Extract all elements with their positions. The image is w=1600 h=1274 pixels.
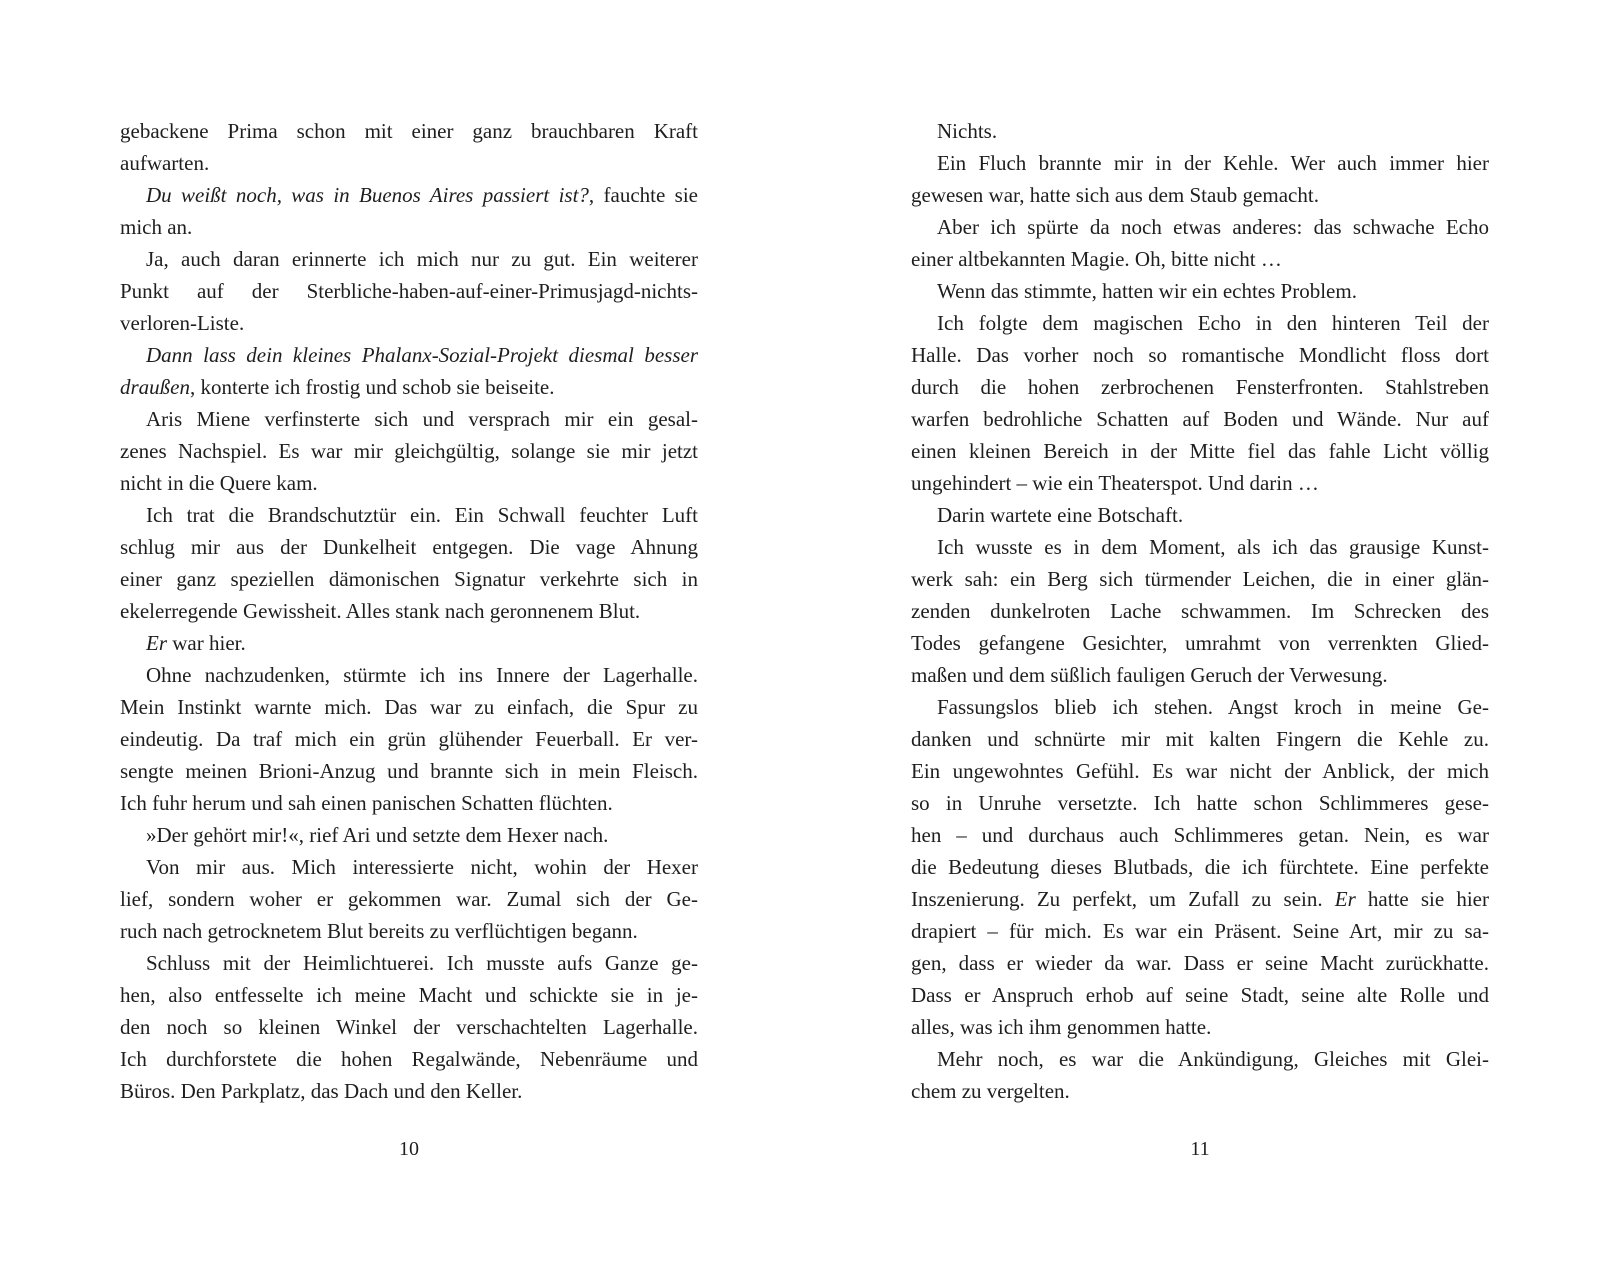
text-line <box>120 307 698 339</box>
text-run: ruch nach getrocknetem Blut bereits zu verflüchtigen begann. <box>120 919 638 943</box>
text-run: Ich trat die Brandschutztür ein. Ein Schwall feuchter Luft <box>146 503 698 527</box>
text-run: Ein ungewohntes Gefühl. Es war nicht der Anblick, der mich <box>911 759 1489 783</box>
text-run: gebackene Prima schon mit einer ganz brauchbaren Kraft <box>120 119 698 143</box>
text-line <box>120 787 698 819</box>
text-run: , konterte ich frostig und schob sie beiseite. <box>190 375 555 399</box>
text-run: maßen und dem süßlich fauligen Geruch der Verwesung. <box>911 663 1388 687</box>
text-run: verloren-Liste. <box>120 311 245 335</box>
text-line <box>120 755 698 787</box>
text-line <box>911 819 1489 851</box>
text-line <box>911 435 1489 467</box>
text-line <box>911 723 1489 755</box>
text-run: einen kleinen Bereich in der Mitte fiel das fahle Licht völlig <box>911 439 1489 463</box>
text-line <box>120 659 698 691</box>
text-line <box>120 147 698 179</box>
text-line <box>120 179 698 211</box>
text-line <box>120 819 698 851</box>
text-line <box>911 467 1489 499</box>
text-line <box>911 883 1489 915</box>
right-page <box>911 115 1489 1195</box>
italic-text: draußen <box>120 375 190 399</box>
text-line <box>120 435 698 467</box>
text-run: Büros. Den Parkplatz, das Dach und den Keller. <box>120 1079 523 1103</box>
text-line <box>120 691 698 723</box>
text-run: Ohne nachzudenken, stürmte ich ins Innere der Lagerhalle. <box>146 663 698 687</box>
text-line <box>911 147 1489 179</box>
text-line <box>911 1043 1489 1075</box>
text-run: Mein Instinkt warnte mich. Das war zu einfach, die Spur zu <box>120 695 698 719</box>
italic-text: Er <box>1334 887 1356 911</box>
text-line <box>911 371 1489 403</box>
text-line <box>911 115 1489 147</box>
text-run: die Bedeutung dieses Blutbads, die ich fürchtete. Eine perfekte <box>911 855 1489 879</box>
text-line <box>911 947 1489 979</box>
text-run: werk sah: ein Berg sich türmender Leichen, die in einer glän- <box>911 567 1489 591</box>
text-line <box>911 403 1489 435</box>
text-line <box>120 979 698 1011</box>
text-line <box>911 755 1489 787</box>
text-run: aufwarten. <box>120 151 210 175</box>
text-line <box>120 883 698 915</box>
left-page-number: 10 <box>399 1138 419 1160</box>
text-line <box>120 1075 698 1107</box>
text-line <box>911 179 1489 211</box>
text-line <box>120 467 698 499</box>
text-run: warfen bedrohliche Schatten auf Boden und Wände. Nur auf <box>911 407 1489 431</box>
text-run: hatte sie hier <box>1355 887 1489 911</box>
left-page <box>120 115 698 1195</box>
text-run: einer ganz speziellen dämonischen Signatur verkehrte sich in <box>120 567 698 591</box>
text-run: hen – und durchaus auch Schlimmeres getan. Nein, es war <box>911 823 1489 847</box>
text-line <box>120 563 698 595</box>
text-run: drapiert – für mich. Es war ein Präsent. Seine Art, mir zu sa- <box>911 919 1489 943</box>
text-run: Schluss mit der Heimlichtuerei. Ich musste aufs Ganze ge- <box>146 951 698 975</box>
text-line <box>120 211 698 243</box>
text-line <box>120 595 698 627</box>
text-line <box>120 403 698 435</box>
text-line <box>120 1043 698 1075</box>
italic-text: Du weißt noch, was in Buenos Aires passiert ist? <box>146 183 589 207</box>
text-run: Wenn das stimmte, hatten wir ein echtes Problem. <box>937 279 1357 303</box>
text-run: Ich fuhr herum und sah einen panischen Schatten flüchten. <box>120 791 613 815</box>
text-run: zenden dunkelroten Lache schwammen. Im Schrecken des <box>911 599 1489 623</box>
text-line <box>120 627 698 659</box>
text-line <box>911 851 1489 883</box>
text-run: »Der gehört mir!«, rief Ari und setzte dem Hexer nach. <box>146 823 609 847</box>
text-run: , fauchte sie <box>588 183 698 207</box>
text-line <box>911 211 1489 243</box>
text-run: war hier. <box>167 631 246 655</box>
text-line <box>911 659 1489 691</box>
text-line <box>911 499 1489 531</box>
text-line <box>120 371 698 403</box>
text-run: Inszenierung. Zu perfekt, um Zufall zu sein. <box>911 887 1335 911</box>
text-line <box>911 787 1489 819</box>
text-line <box>120 275 698 307</box>
text-line <box>911 1075 1489 1107</box>
text-run: Nichts. <box>937 119 998 143</box>
text-line <box>120 851 698 883</box>
text-line <box>911 979 1489 1011</box>
italic-text: Er <box>146 631 167 655</box>
text-run: hen, also entfesselte ich meine Macht und schickte sie in je- <box>120 983 698 1007</box>
text-line <box>120 531 698 563</box>
text-run: Ich folgte dem magischen Echo in den hinteren Teil der <box>937 311 1489 335</box>
text-line <box>120 915 698 947</box>
text-run: Aris Miene verfinsterte sich und versprach mir ein gesal- <box>146 407 698 431</box>
text-run: gen, dass er wieder da war. Dass er seine Macht zurückhatte. <box>911 951 1489 975</box>
text-run: alles, was ich ihm genommen hatte. <box>911 1015 1212 1039</box>
text-run: eindeutig. Da traf mich ein grün glühender Feuerball. Er ver- <box>120 727 698 751</box>
text-run: Darin wartete eine Botschaft. <box>937 503 1184 527</box>
text-run: einer altbekannten Magie. Oh, bitte nicht … <box>911 247 1282 271</box>
text-run: Aber ich spürte da noch etwas anderes: das schwache Echo <box>937 215 1489 239</box>
text-line <box>120 339 698 371</box>
italic-text: Dann lass dein kleines Phalanx-Sozial-Projekt diesmal besser <box>146 343 698 367</box>
text-line <box>120 115 698 147</box>
text-run: schlug mir aus der Dunkelheit entgegen. Die vage Ahnung <box>120 535 698 559</box>
text-line <box>911 691 1489 723</box>
text-line <box>911 531 1489 563</box>
text-run: chem zu vergelten. <box>911 1079 1070 1103</box>
text-run: den noch so kleinen Winkel der verschachtelten Lagerhalle. <box>120 1015 698 1039</box>
text-run: Ja, auch daran erinnerte ich mich nur zu gut. Ein weiterer <box>146 247 698 271</box>
text-line <box>911 1011 1489 1043</box>
text-run: lief, sondern woher er gekommen war. Zumal sich der Ge- <box>120 887 698 911</box>
text-run: gewesen war, hatte sich aus dem Staub gemacht. <box>911 183 1319 207</box>
text-run: Mehr noch, es war die Ankündigung, Gleiches mit Glei- <box>937 1047 1489 1071</box>
text-line <box>120 723 698 755</box>
text-run: ekelerregende Gewissheit. Alles stank nach geronnenem Blut. <box>120 599 641 623</box>
text-line <box>911 627 1489 659</box>
text-line <box>911 915 1489 947</box>
text-line <box>120 947 698 979</box>
text-line <box>911 275 1489 307</box>
text-run: so in Unruhe versetzte. Ich hatte schon Schlimmeres gese- <box>911 791 1489 815</box>
text-line <box>120 1011 698 1043</box>
text-run: Halle. Das vorher noch so romantische Mondlicht floss dort <box>911 343 1489 367</box>
text-run: nicht in die Quere kam. <box>120 471 318 495</box>
text-run: Ich durchforstete die hohen Regalwände, Nebenräume und <box>120 1047 698 1071</box>
right-page-number: 11 <box>1190 1138 1210 1160</box>
text-run: sengte meinen Brioni-Anzug und brannte sich in mein Fleisch. <box>120 759 698 783</box>
text-line <box>911 595 1489 627</box>
text-line <box>120 243 698 275</box>
text-run: durch die hohen zerbrochenen Fensterfronten. Stahlstreben <box>911 375 1489 399</box>
text-run: Ich wusste es in dem Moment, als ich das grausige Kunst- <box>937 535 1489 559</box>
text-line <box>911 307 1489 339</box>
text-run: Fassungslos blieb ich stehen. Angst kroch in meine Ge- <box>937 695 1489 719</box>
text-run: zenes Nachspiel. Es war mir gleichgültig, solange sie mir jetzt <box>120 439 698 463</box>
text-line <box>120 499 698 531</box>
text-run: Punkt auf der Sterbliche-haben-auf-einer-Primusjagd-nichts- <box>120 279 698 303</box>
text-run: ungehindert – wie ein Theaterspot. Und darin … <box>911 471 1319 495</box>
text-run: Von mir aus. Mich interessierte nicht, wohin der Hexer <box>146 855 698 879</box>
text-line <box>911 563 1489 595</box>
text-line <box>911 243 1489 275</box>
text-run: danken und schnürte mir mit kalten Fingern die Kehle zu. <box>911 727 1489 751</box>
text-run: mich an. <box>120 215 193 239</box>
text-run: Dass er Anspruch erhob auf seine Stadt, seine alte Rolle und <box>911 983 1489 1007</box>
text-run: Todes gefangene Gesichter, umrahmt von verrenkten Glied- <box>911 631 1489 655</box>
text-line <box>911 339 1489 371</box>
text-run: Ein Fluch brannte mir in der Kehle. Wer auch immer hier <box>937 151 1489 175</box>
